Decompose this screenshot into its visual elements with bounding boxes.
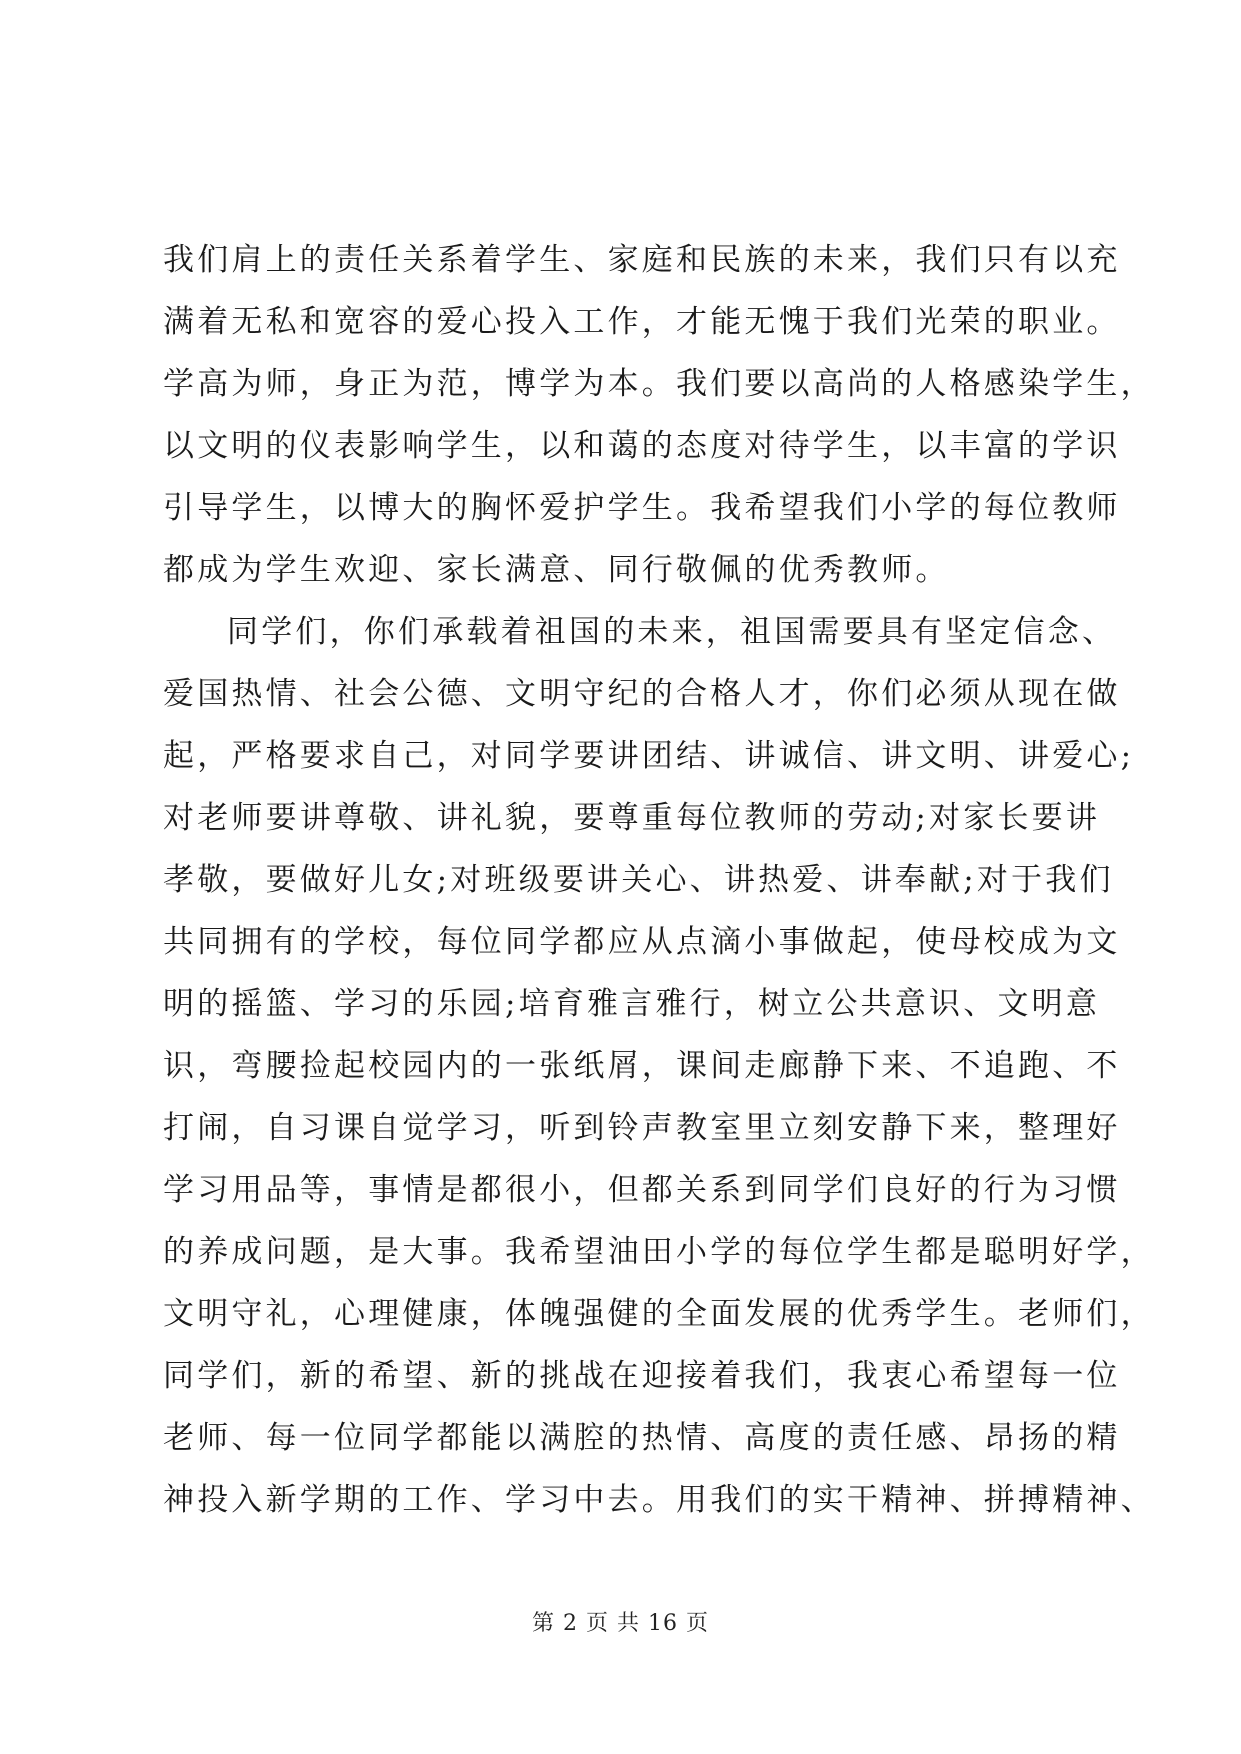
text-line: 以文明的仪表影响学生，以和蔼的态度对待学生，以丰富的学识 <box>163 428 1121 464</box>
text-line: 文明守礼，心理健康，体魄强健的全面发展的优秀学生。老师们， <box>163 1296 1155 1332</box>
page-number-footer: 第 2 页 共 16 页 <box>532 1611 709 1636</box>
text-line: 孝敬，要做好儿女;对班级要讲关心、讲热爱、讲奉献;对于我们 <box>163 862 1114 898</box>
text-line: 同学们，新的希望、新的挑战在迎接着我们，我衷心希望每一位 <box>163 1358 1121 1394</box>
text-line: 老师、每一位同学都能以满腔的热情、高度的责任感、昂扬的精 <box>163 1420 1121 1456</box>
text-line: 打闹，自习课自觉学习，听到铃声教室里立刻安静下来，整理好 <box>163 1110 1121 1146</box>
text-line: 学习用品等，事情是都很小，但都关系到同学们良好的行为习惯 <box>163 1172 1121 1208</box>
text-line: 的养成问题，是大事。我希望油田小学的每位学生都是聪明好学， <box>163 1234 1155 1270</box>
text-line: 爱国热情、社会公德、文明守纪的合格人才，你们必须从现在做 <box>163 676 1121 712</box>
text-line: 引导学生，以博大的胸怀爱护学生。我希望我们小学的每位教师 <box>163 490 1121 526</box>
text-line: 识，弯腰捡起校园内的一张纸屑，课间走廊静下来、不追跑、不 <box>163 1048 1121 1084</box>
text-line: 满着无私和宽容的爱心投入工作，才能无愧于我们光荣的职业。 <box>163 304 1121 340</box>
text-line: 对老师要讲尊敬、讲礼貌，要尊重每位教师的劳动;对家长要讲 <box>163 800 1101 836</box>
body-text <box>163 229 1155 1531</box>
text-line: 我们肩上的责任关系着学生、家庭和民族的未来，我们只有以充 <box>163 242 1121 278</box>
text-line: 神投入新学期的工作、学习中去。用我们的实干精神、拼搏精神、 <box>163 1482 1155 1518</box>
text-line: 共同拥有的学校，每位同学都应从点滴小事做起，使母校成为文 <box>163 924 1121 960</box>
text-line: 明的摇篮、学习的乐园;培育雅言雅行，树立公共意识、文明意 <box>163 986 1101 1022</box>
text-line: 都成为学生欢迎、家长满意、同行敬佩的优秀教师。 <box>163 552 950 588</box>
paragraph-start-line: 同学们，你们承载着祖国的未来，祖国需要具有坚定信念、 <box>227 614 1117 650</box>
text-line: 起，严格要求自己，对同学要讲团结、讲诚信、讲文明、讲爱心; <box>163 738 1135 774</box>
text-line: 学高为师，身正为范，博学为本。我们要以高尚的人格感染学生， <box>163 366 1155 402</box>
